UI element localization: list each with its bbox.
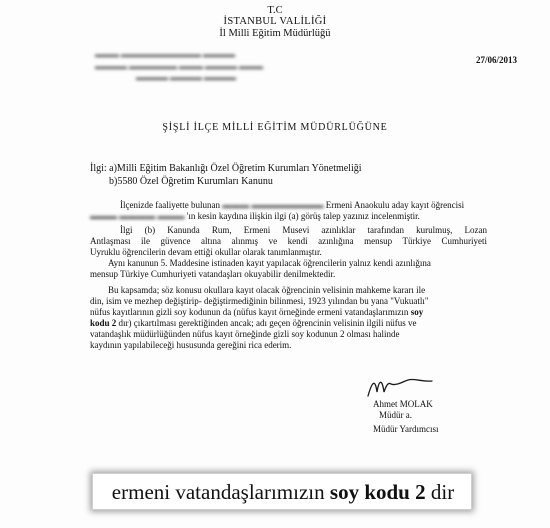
redacted-subject-line-2: ▬▬▬▬ ▬▬▬▬ ▬▬▬▬ <box>136 73 236 82</box>
body-bold-text: kodu 2 <box>90 318 117 328</box>
signatory-name: Ahmet MOLAK <box>373 399 433 409</box>
zoom-bold-part: kodu 2 <box>364 480 426 504</box>
redacted-reference-number: ▬▬▬ ▬▬▬▬▬▬▬▬▬▬ ▬▬▬▬ <box>95 50 235 59</box>
body-line: vatandaşlık müdürlüğünden nüfus kayıt örneğinde gizli soy kodunun 2 olması halinde <box>90 329 400 339</box>
document-date: 27/06/2013 <box>475 55 517 65</box>
body-line: kaydının yapılabileceği hususunda gereğini rica ederim. <box>90 340 292 350</box>
redacted-school-name: ▬▬▬ ▬▬▬▬▬▬▬▬ <box>222 200 324 210</box>
zoomed-excerpt-text <box>93 480 473 504</box>
zoom-text-part: ermeni vatandaşlarımızın <box>111 480 325 504</box>
body-line: Antlaşması ile güvence altına alınmış ve kendi azınlığına mensup Türkiye Cumhuriyeti <box>90 236 487 246</box>
redacted-subject-line-1: ▬▬▬▬ ▬▬▬▬▬▬ ▬▬▬ ▬▬▬▬ ▬▬▬ <box>95 62 263 71</box>
body-text: 'ın kesin kaydına ilişkin ilgi (a) görüş talep yazınız incelenmiştir. <box>186 211 420 221</box>
body-line: din, isim ve mezhep değiştirip- değiştirmediğinin bilinmesi, 1923 yılından bu yana "Vukuatlı" <box>90 296 429 306</box>
body-line: Aynı kanunun 5. Maddesine istinaden kayıt yapılacak öğrencilerin yalnız kendi azınlığına <box>108 258 431 268</box>
body-line <box>90 318 416 330</box>
body-text: Ermeni Anaokulu aday kayıt öğrencisi <box>325 200 465 210</box>
body-line <box>90 307 423 319</box>
body-bold-text: soy <box>410 307 424 317</box>
addressee-heading: ŞİŞLİ İLÇE MİLLİ EĞİTİM MÜDÜRLÜĞÜNE <box>162 122 388 133</box>
handwritten-signature <box>366 372 434 400</box>
body-line: Bu kapsamda; söz konusu okullara kayıt olacak öğrencinin velisinin mahkeme kararı ile <box>108 285 426 295</box>
body-text: nüfus kayıtlarının gizli soy kodunun da (nüfus kayıt örneğinde ermeni vatandaşlarımızın <box>90 307 409 317</box>
zoom-text-part: dir <box>430 480 455 504</box>
signatory-position: Müdür Yardımcısı <box>373 424 439 434</box>
reference-a: İlgi: a)Milli Eğitim Bakanlığı Özel Öğretim Kurumları Yönetmeliği <box>90 163 362 174</box>
body-line: İlgi (b) Kanunda Rum, Ermeni Musevi azınlıklar tarafından kurulmuş, Lozan <box>120 225 487 235</box>
body-line <box>120 200 464 212</box>
header-line-governorship: İSTANBUL VALİLİĞİ <box>223 16 327 27</box>
body-text: dır) çıkartılması gerektiğinden ancak; adı geçen öğrencinin velisinin ilgili nüfus ve <box>118 318 417 328</box>
reference-b: b)5580 Özel Öğretim Kurumları Kanunu <box>109 176 273 187</box>
zoom-bold-part: soy <box>329 480 360 504</box>
body-line: Uyruklu öğrencilerin devam ettiği okullar olarak tanımlanmıştır. <box>90 247 322 257</box>
zoomed-excerpt-box <box>92 473 472 510</box>
header-line-tc: T.C <box>267 5 283 16</box>
body-text: İlçenizde faaliyette bulunan <box>120 200 220 210</box>
signatory-title: Müdür a. <box>379 410 412 420</box>
header-line-directorate: İl Milli Eğitim Müdürlüğü <box>219 28 331 39</box>
redacted-student-name: ▬▬▬ ▬▬▬▬ ▬▬▬ <box>90 211 185 221</box>
body-line: mensup Türkiye Cumhuriyeti vatandaşları okuyabilir denilmektedir. <box>90 269 336 279</box>
body-line <box>90 211 420 223</box>
